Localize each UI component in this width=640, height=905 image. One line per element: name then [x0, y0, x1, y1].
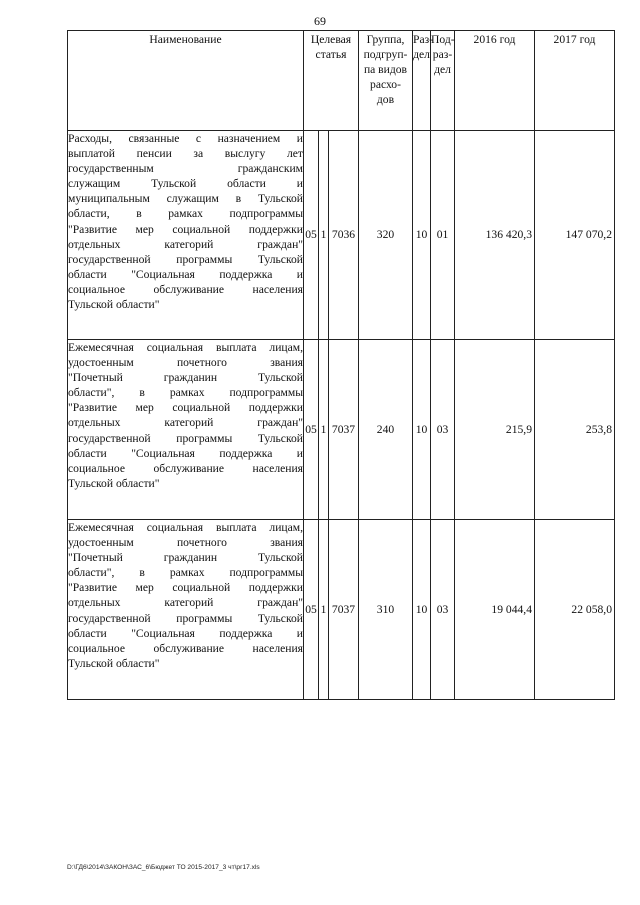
- table-header-row: [68, 31, 615, 131]
- code-part-2: 1: [319, 131, 329, 340]
- group-code: 320: [359, 131, 413, 340]
- section-code: 10: [413, 131, 431, 340]
- header-2016: 2016 год: [455, 31, 535, 131]
- file-path-footer: D:\ГД6\2014\ЗАКОН\ЗАС_6\Бюджет ТО 2015-2017_3 чт\рг17.xls: [67, 864, 260, 871]
- amount-2017: 22 058,0: [535, 520, 615, 700]
- header-subsection: Под- раз- дел: [431, 31, 455, 131]
- amount-2016: 136 420,3: [455, 131, 535, 340]
- subsection-code: 03: [431, 340, 455, 520]
- code-part-3: 7036: [329, 131, 359, 340]
- header-group: Группа, подгруп- па видов расхо- дов: [359, 31, 413, 131]
- row-name: Ежемесячная социальная выплата лицам, удостоенным почетного звания "Почетный гражданин Тульской области", в рамках подпрограммы "Развитие мер социальной поддержки отдельных категорий граждан" государственной программы Тульской области "Социальная поддержка и социальное обслуживание населения Тульской области": [68, 520, 304, 700]
- header-section: Раз- дел: [413, 31, 431, 131]
- code-part-1: 05: [304, 131, 319, 340]
- row-name: Ежемесячная социальная выплата лицам, удостоенным почетного звания "Почетный гражданин Тульской области", в рамках подпрограммы "Развитие мер социальной поддержки отдельных категорий граждан" государственной программы Тульской области "Социальная поддержка и социальное обслуживание населения Тульской области": [68, 340, 304, 520]
- subsection-code: 03: [431, 520, 455, 700]
- group-code: 240: [359, 340, 413, 520]
- amount-2017: 147 070,2: [535, 131, 615, 340]
- section-code: 10: [413, 340, 431, 520]
- page-number: 69: [314, 14, 326, 28]
- header-name: Наименование: [68, 31, 304, 131]
- group-code: 310: [359, 520, 413, 700]
- table-row: [68, 520, 615, 700]
- amount-2016: 215,9: [455, 340, 535, 520]
- amount-2017: 253,8: [535, 340, 615, 520]
- amount-2016: 19 044,4: [455, 520, 535, 700]
- code-part-1: 05: [304, 340, 319, 520]
- section-code: 10: [413, 520, 431, 700]
- code-part-3: 7037: [329, 340, 359, 520]
- code-part-2: 1: [319, 340, 329, 520]
- header-2017: 2017 год: [535, 31, 615, 131]
- header-target: Целевая статья: [304, 31, 359, 131]
- code-part-1: 05: [304, 520, 319, 700]
- table-row: [68, 131, 615, 340]
- table-row: [68, 340, 615, 520]
- code-part-3: 7037: [329, 520, 359, 700]
- budget-table: [67, 30, 615, 700]
- row-name: Расходы, связанные с назначением и выплатой пенсии за выслугу лет государственным гражданским служащим Тульской области и муниципальным служащим в Тульской области, в рамках подпрограммы "Развитие мер социальной поддержки отдельных категорий граждан" государственной программы Тульской области "Социальная поддержка и социальное обслуживание населения Тульской области": [68, 131, 304, 340]
- subsection-code: 01: [431, 131, 455, 340]
- code-part-2: 1: [319, 520, 329, 700]
